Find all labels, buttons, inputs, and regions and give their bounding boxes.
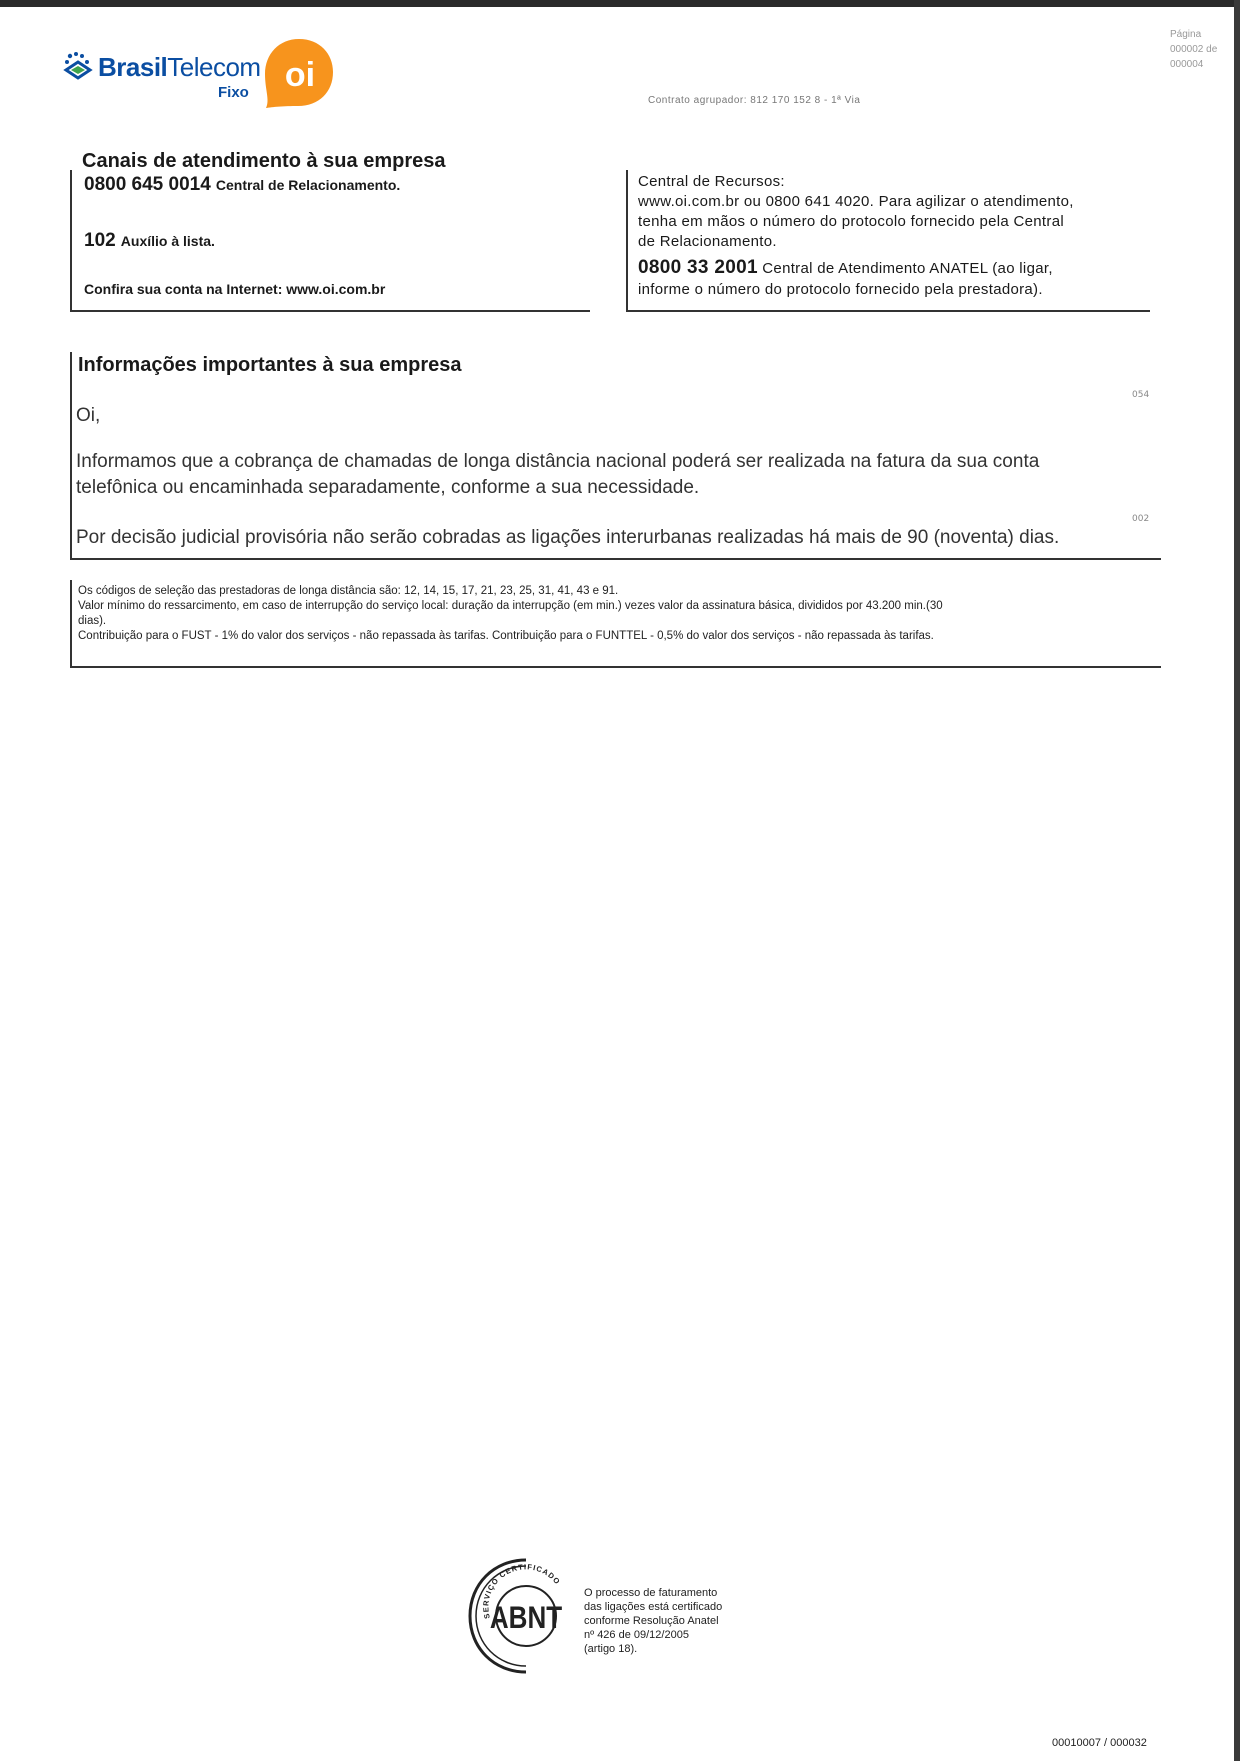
brand-sub: Fixo [218, 84, 249, 101]
brand-name-bold: Brasil [98, 52, 168, 82]
certification-text [584, 1586, 722, 1656]
info-title: Informações importantes à sua empresa [78, 354, 462, 376]
footnote-line2: Valor mínimo do ressarcimento, em caso de interrupção do serviço local: duração da interrupção (em min.) vezes valor da assinatura básica, divididos por 43.200 min.(30 [78, 600, 943, 612]
info-para1-line1: Informamos que a cobrança de chamadas de longa distância nacional poderá ser realizada na fatura da sua conta [76, 451, 1040, 472]
cert-line3: conforme Resolução Anatel [584, 1615, 719, 1627]
resources-line1: www.oi.com.br ou 0800 641 4020. Para agilizar o atendimento, [638, 193, 1074, 210]
info-para2: Por decisão judicial provisória não serão cobradas as ligações interurbanas realizadas há mais de 90 (noventa) dias. [76, 527, 1060, 548]
anatel-line1: Central de Atendimento ANATEL (ao ligar, [762, 260, 1053, 277]
phone1-row [84, 174, 400, 196]
anatel-line2: informe o número do protocolo fornecido pela prestadora). [638, 281, 1043, 298]
phone1-number: 0800 645 0014 [84, 174, 211, 195]
info-code-2: 002 [1132, 514, 1150, 524]
oi-logo [262, 36, 336, 110]
page-info [1170, 27, 1217, 72]
footnote-line3: dias). [78, 615, 107, 627]
top-border [0, 0, 1240, 7]
info-greeting: Oi, [76, 405, 101, 426]
oi-logo-text: oi [284, 56, 316, 94]
page-label: Página [1170, 29, 1202, 40]
cert-line5: (artigo 18). [584, 1643, 638, 1655]
abnt-seal-text: ABNT [489, 1600, 563, 1636]
anatel-row [638, 258, 1143, 279]
page-total: 000004 [1170, 59, 1204, 70]
cert-line2: das ligações está certificado [584, 1601, 723, 1613]
right-border [1234, 0, 1240, 1761]
cert-line1: O processo de faturamento [584, 1587, 718, 1599]
resources-line2: tenha em mãos o número do protocolo fornecido pela Central [638, 213, 1064, 230]
contract-number: Contrato agrupador: 812 170 152 8 - 1ª Via [648, 95, 861, 106]
abnt-seal-icon [466, 1556, 584, 1676]
info-code-1: 054 [1132, 390, 1150, 400]
footnote-line4: Contribuição para o FUST - 1% do valor dos serviços - não repassada às tarifas. Contribuição para o FUNTTEL - 0,5% do valor dos serviços - não repassada às tarifas. [78, 630, 934, 642]
page-value: 000002 de [1170, 44, 1218, 55]
phone2-number: 102 [84, 230, 116, 251]
info-para1 [76, 449, 1156, 501]
phone2-label: Auxílio à lista. [120, 233, 215, 249]
phone1-label: Central de Relacionamento. [215, 177, 401, 193]
phone2-row [84, 230, 215, 252]
brand-name-light: Telecom [167, 52, 261, 82]
info-para1-line2: telefônica ou encaminhada separadamente, conforme a sua necessidade. [76, 477, 700, 498]
anatel-phone: 0800 33 2001 [638, 257, 758, 278]
cert-line4: nº 426 de 09/12/2005 [584, 1629, 689, 1641]
resources-line3: de Relacionamento. [638, 233, 777, 250]
footnotes [78, 584, 1158, 644]
internet-link: Confira sua conta na Internet: www.oi.com.br [84, 281, 386, 297]
channels-box [70, 170, 590, 312]
brasil-telecom-mark-icon [62, 50, 94, 82]
footer-code: 00010007 / 000032 [1052, 1737, 1147, 1749]
resources-box [626, 170, 1150, 312]
brand-name [98, 52, 261, 83]
channels-title: Canais de atendimento à sua empresa [82, 150, 446, 172]
brasil-telecom-logo [62, 50, 261, 106]
footnote-line1: Os códigos de seleção das prestadoras de longa distância são: 12, 14, 15, 17, 21, 23, 25, 31, 41, 43 e 91. [78, 585, 619, 597]
resources-title: Central de Recursos: [638, 173, 785, 190]
abnt-ring-text: SERVIÇO CERTIFICADO [481, 1562, 563, 1620]
